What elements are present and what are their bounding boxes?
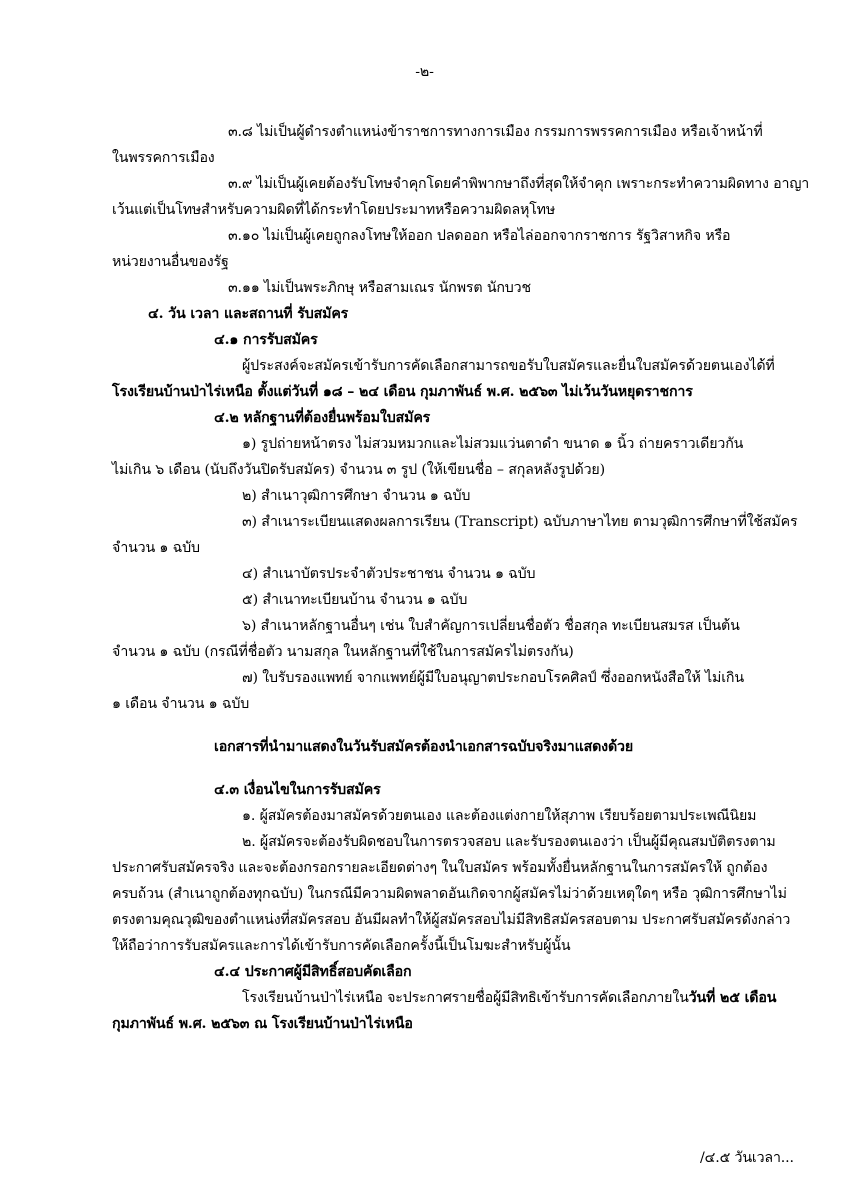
document-item-3-line-1: ๓) สำเนาระเบียนแสดงผลการเรียน (Transcript) ฉบับภาษาไทย ตามวุฒิการศึกษาที่ใช้สมัคร	[242, 514, 798, 530]
clause-3-10-line-2: หน่วยงานอื่นของรัฐ	[112, 254, 229, 270]
section-4-4-text-line-1	[242, 988, 776, 1008]
document-item-7-line-2: ๑ เดือน จำนวน ๑ ฉบับ	[112, 696, 250, 712]
document-item-5: ๕) สำเนาทะเบียนบ้าน จำนวน ๑ ฉบับ	[242, 592, 468, 608]
section-4-1-text-line-1: ผู้ประสงค์จะสมัครเข้ารับการคัดเลือกสามารถขอรับใบสมัครและยื่นใบสมัครด้วยตนเองได้ที่	[242, 358, 775, 374]
document-item-1-line-2: ไม่เกิน ๖ เดือน (นับถึงวันปิดรับสมัคร) จำนวน ๓ รูป (ให้เขียนชื่อ – สกุลหลังรูปด้วย)	[112, 462, 605, 478]
original-documents-note: เอกสารที่นำมาแสดงในวันรับสมัครต้องนำเอกสารฉบับจริงมาแสดงด้วย	[214, 739, 634, 755]
condition-1: ๑. ผู้สมัครต้องมาสมัครด้วยตนเอง และต้องแต่งกายให้สุภาพ เรียบร้อยตามประเพณีนิยม	[242, 808, 757, 824]
clause-3-8-line-2: ในพรรคการเมือง	[112, 150, 215, 166]
document-item-7-line-1: ๗) ใบรับรองแพทย์ จากแพทย์ผู้มีใบอนุญาตประกอบโรคศิลป์ ซึ่งออกหนังสือให้ ไม่เกิน	[242, 670, 744, 686]
document-item-6-line-1: ๖) สำเนาหลักฐานอื่นๆ เช่น ใบสำคัญการเปลี่ยนชื่อตัว ชื่อสกุล ทะเบียนสมรส เป็นต้น	[242, 618, 740, 634]
document-item-3-line-2: จำนวน ๑ ฉบับ	[112, 540, 200, 556]
section-4-3-heading: ๔.๓ เงื่อนไขในการรับสมัคร	[214, 782, 381, 798]
section-4-1-text-line-2: โรงเรียนบ้านป่าไร่เหนือ ตั้งแต่วันที่ ๑๘ – ๒๔ เดือน กุมภาพันธ์ พ.ศ. ๒๕๖๓ ไม่เว้นวันหยุดราชการ	[112, 384, 693, 400]
document-item-1-line-1: ๑) รูปถ่ายหน้าตรง ไม่สวมหมวกและไม่สวมแว่นตาดำ ขนาด ๑ นิ้ว ถ่ายคราวเดียวกัน	[242, 436, 744, 452]
clause-3-10-line-1: ๓.๑๐ ไม่เป็นผู้เคยถูกลงโทษให้ออก ปลดออก หรือไล่ออกจากราชการ รัฐวิสาหกิจ หรือ	[228, 228, 731, 244]
section-4-4-text-line-2: กุมภาพันธ์ พ.ศ. ๒๕๖๓ ณ โรงเรียนบ้านป่าไร่เหนือ	[112, 1016, 413, 1032]
section-4-1-heading: ๔.๑ การรับสมัคร	[214, 332, 318, 348]
clause-3-9-line-1: ๓.๙ ไม่เป็นผู้เคยต้องรับโทษจำคุกโดยคำพิพากษาถึงที่สุดให้จำคุก เพราะกระทำความผิดทาง อาญา	[228, 176, 810, 192]
condition-2-line-4: ตรงตามคุณวุฒิของตำแหน่งที่สมัครสอบ อันมีผลทำให้ผู้สมัครสอบไม่มีสิทธิสมัครสอบตาม ประกาศรับสมัครดังกล่าว	[112, 912, 791, 928]
condition-2-line-2: ประกาศรับสมัครจริง และจะต้องกรอกรายละเอียดต่างๆ ในใบสมัคร พร้อมทั้งยื่นหลักฐานในการสมัครให้ ถูกต้อง	[112, 860, 768, 876]
condition-2-line-5: ให้ถือว่าการรับสมัครและการได้เข้ารับการคัดเลือกครั้งนี้เป็นโมฆะสำหรับผู้นั้น	[112, 938, 571, 954]
announcement-date: วันที่ ๒๕ เดือน	[688, 990, 777, 1006]
continuation-footer: /๔.๕ วันเวลา...	[700, 1150, 794, 1166]
page-number: -๒-	[415, 64, 434, 80]
section-4-2-heading: ๔.๒ หลักฐานที่ต้องยื่นพร้อมใบสมัคร	[214, 410, 431, 426]
document-item-2: ๒) สำเนาวุฒิการศึกษา จำนวน ๑ ฉบับ	[242, 488, 471, 504]
condition-2-line-1: ๒. ผู้สมัครจะต้องรับผิดชอบในการตรวจสอบ และรับรองตนเองว่า เป็นผู้มีคุณสมบัติตรงตาม	[242, 834, 776, 850]
announcement-text: โรงเรียนบ้านป่าไร่เหนือ จะประกาศรายชื่อผู้มีสิทธิเข้ารับการคัดเลือกภายใน	[242, 990, 689, 1006]
clause-3-11: ๓.๑๑ ไม่เป็นพระภิกษุ หรือสามเณร นักพรต นักบวช	[228, 280, 531, 296]
section-4-heading: ๔. วัน เวลา และสถานที่ รับสมัคร	[148, 306, 349, 322]
document-item-6-line-2: จำนวน ๑ ฉบับ (กรณีที่ชื่อตัว นามสกุล ในหลักฐานที่ใช้ในการสมัครไม่ตรงกัน)	[112, 644, 574, 660]
document-item-4: ๔) สำเนาบัตรประจำตัวประชาชน จำนวน ๑ ฉบับ	[242, 566, 536, 582]
clause-3-9-line-2: เว้นแต่เป็นโทษสำหรับความผิดที่ได้กระทำโดยประมาทหรือความผิดลหุโทษ	[112, 202, 556, 218]
section-4-4-heading: ๔.๔ ประกาศผู้มีสิทธิ์สอบคัดเลือก	[214, 964, 412, 980]
condition-2-line-3: ครบถ้วน (สำเนาถูกต้องทุกฉบับ) ในกรณีมีความผิดพลาดอันเกิดจากผู้สมัครไม่ว่าด้วยเหตุใดๆ หรือ วุฒิการศึกษาไม่	[112, 886, 787, 902]
clause-3-8-line-1: ๓.๘ ไม่เป็นผู้ดำรงตำแหน่งข้าราชการทางการเมือง กรรมการพรรคการเมือง หรือเจ้าหน้าที่	[228, 124, 763, 140]
